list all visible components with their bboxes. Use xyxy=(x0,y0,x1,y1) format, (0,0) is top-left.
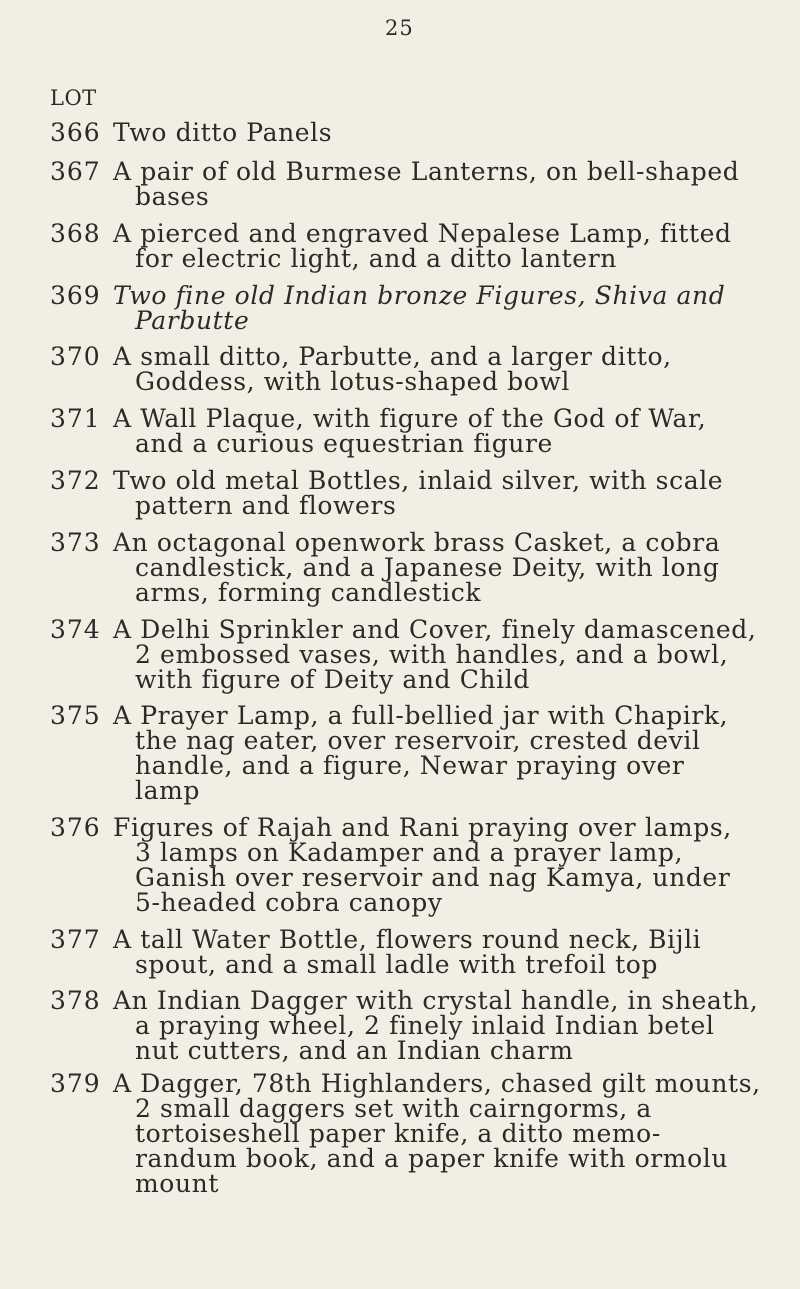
lot-number: 367 xyxy=(50,157,101,186)
page-number: 25 xyxy=(385,16,414,40)
lot-description xyxy=(113,283,793,333)
description-line: A Wall Plaque, with figure of the God of War, xyxy=(113,404,707,433)
description-line: An Indian Dagger with crystal handle, in sheath, xyxy=(113,986,759,1015)
lot-number: 372 xyxy=(50,466,101,495)
lot-number: 374 xyxy=(50,615,101,644)
description-line: A pierced and engraved Nepalese Lamp, fitted xyxy=(113,219,732,248)
lot-column-header: LOT xyxy=(50,86,97,110)
description-line: spout, and a small ladle with trefoil top xyxy=(135,950,658,979)
description-line: for electric light, and a ditto lantern xyxy=(135,244,617,273)
description-line: A Dagger, 78th Highlanders, chased gilt mounts, xyxy=(113,1069,761,1098)
lot-description xyxy=(113,530,793,605)
lot-number: 375 xyxy=(50,701,101,730)
lot-description xyxy=(113,1071,793,1196)
lot-number: 369 xyxy=(50,281,101,310)
lot-description xyxy=(113,927,793,977)
description-line: Ganish over reservoir and nag Kamya, under xyxy=(135,863,731,892)
lot-description xyxy=(113,406,793,456)
lot-number: 366 xyxy=(50,118,101,147)
lot-description xyxy=(113,617,793,692)
description-line: A small ditto, Parbutte, and a larger ditto, xyxy=(113,342,672,371)
lot-description xyxy=(113,815,793,915)
lot-number: 377 xyxy=(50,925,101,954)
lot-number: 376 xyxy=(50,813,101,842)
description-line: tortoiseshell paper knife, a ditto memo- xyxy=(135,1119,661,1148)
lot-description xyxy=(113,221,793,271)
description-line: Two old metal Bottles, inlaid silver, with scale xyxy=(113,466,724,495)
description-line: randum book, and a paper knife with ormolu xyxy=(135,1144,729,1173)
lot-description xyxy=(113,703,793,803)
lot-description xyxy=(113,988,793,1063)
description-line: An octagonal openwork brass Casket, a cobra xyxy=(113,528,721,557)
description-line: pattern and flowers xyxy=(135,491,397,520)
description-line: arms, forming candlestick xyxy=(135,578,482,607)
lot-description xyxy=(113,159,793,209)
lot-number: 379 xyxy=(50,1069,101,1098)
description-line: with figure of Deity and Child xyxy=(135,665,530,694)
description-line: A pair of old Burmese Lanterns, on bell-shaped xyxy=(113,157,740,186)
description-line: Parbutte xyxy=(135,306,250,335)
description-line: 2 small daggers set with cairngorms, a xyxy=(135,1094,652,1123)
lot-description xyxy=(113,344,793,394)
description-line: Figures of Rajah and Rani praying over lamps, xyxy=(113,813,732,842)
lot-description xyxy=(113,120,793,145)
description-line: candlestick, and a Japanese Deity, with long xyxy=(135,553,720,582)
description-line: handle, and a figure, Newar praying over xyxy=(135,751,685,780)
description-line: bases xyxy=(135,182,210,211)
lot-number: 373 xyxy=(50,528,101,557)
description-line: a praying wheel, 2 finely inlaid Indian betel xyxy=(135,1011,715,1040)
description-line: and a curious equestrian figure xyxy=(135,429,553,458)
description-line: mount xyxy=(135,1169,220,1198)
description-line: 5-headed cobra canopy xyxy=(135,888,443,917)
lot-number: 368 xyxy=(50,219,101,248)
description-line: A Prayer Lamp, a full-bellied jar with Chapirk, xyxy=(113,701,729,730)
lot-number: 378 xyxy=(50,986,101,1015)
lot-number: 371 xyxy=(50,404,101,433)
description-line: A tall Water Bottle, flowers round neck, Bijli xyxy=(113,925,702,954)
description-line: 2 embossed vases, with handles, and a bowl, xyxy=(135,640,729,669)
description-line: Two ditto Panels xyxy=(113,118,333,147)
description-line: lamp xyxy=(135,776,201,805)
description-line: Two fine old Indian bronze Figures, Shiva and xyxy=(113,281,726,310)
description-line: 3 lamps on Kadamper and a prayer lamp, xyxy=(135,838,684,867)
description-line: nut cutters, and an Indian charm xyxy=(135,1036,574,1065)
description-line: A Delhi Sprinkler and Cover, finely damascened, xyxy=(113,615,757,644)
description-line: the nag eater, over reservoir, crested devil xyxy=(135,726,701,755)
lot-number: 370 xyxy=(50,342,101,371)
description-line: Goddess, with lotus-shaped bowl xyxy=(135,367,570,396)
lot-description xyxy=(113,468,793,518)
